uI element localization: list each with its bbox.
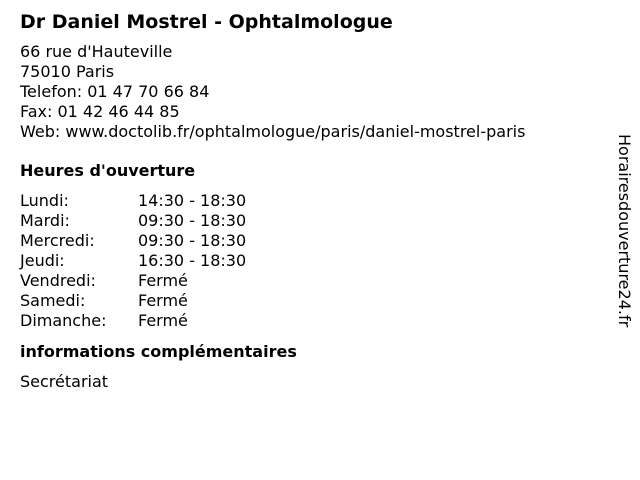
fax-number: Fax: 01 42 46 44 85 [20,102,180,121]
additional-info-heading: informations complémentaires [20,342,297,361]
day-label: Samedi: [20,291,86,310]
hours-row-wednesday [20,231,600,251]
day-label: Dimanche: [20,311,107,330]
day-hours: 09:30 - 18:30 [138,231,247,250]
day-label: Lundi: [20,191,69,210]
day-hours: 14:30 - 18:30 [138,191,247,210]
hours-row-tuesday [20,211,600,231]
practice-listing [20,10,600,392]
day-label: Vendredi: [20,271,96,290]
day-hours: Fermé [138,291,188,310]
hours-row-saturday [20,291,600,311]
hours-row-friday [20,271,600,291]
page-title: Dr Daniel Mostrel - Ophtalmologue [20,11,393,33]
opening-hours-heading: Heures d'ouverture [20,161,196,180]
opening-hours-table [20,191,600,331]
day-label: Mardi: [20,211,70,230]
website: Web: www.doctolib.fr/ophtalmologue/paris/daniel-mostrel-paris [20,122,526,141]
hours-row-sunday [20,311,600,331]
day-hours: Fermé [138,311,188,330]
site-watermark: Horairesdouverture24.fr [615,134,634,328]
address-block [20,42,600,142]
day-label: Jeudi: [20,251,65,270]
day-label: Mercredi: [20,231,95,250]
day-hours: Fermé [138,271,188,290]
street-address: 66 rue d'Hauteville [20,42,173,61]
hours-row-monday [20,191,600,211]
hours-row-thursday [20,251,600,271]
city-postcode: 75010 Paris [20,62,115,81]
day-hours: 16:30 - 18:30 [138,251,247,270]
day-hours: 09:30 - 18:30 [138,211,247,230]
additional-info-text: Secrétariat [20,372,109,391]
phone-number: Telefon: 01 47 70 66 84 [20,82,210,101]
